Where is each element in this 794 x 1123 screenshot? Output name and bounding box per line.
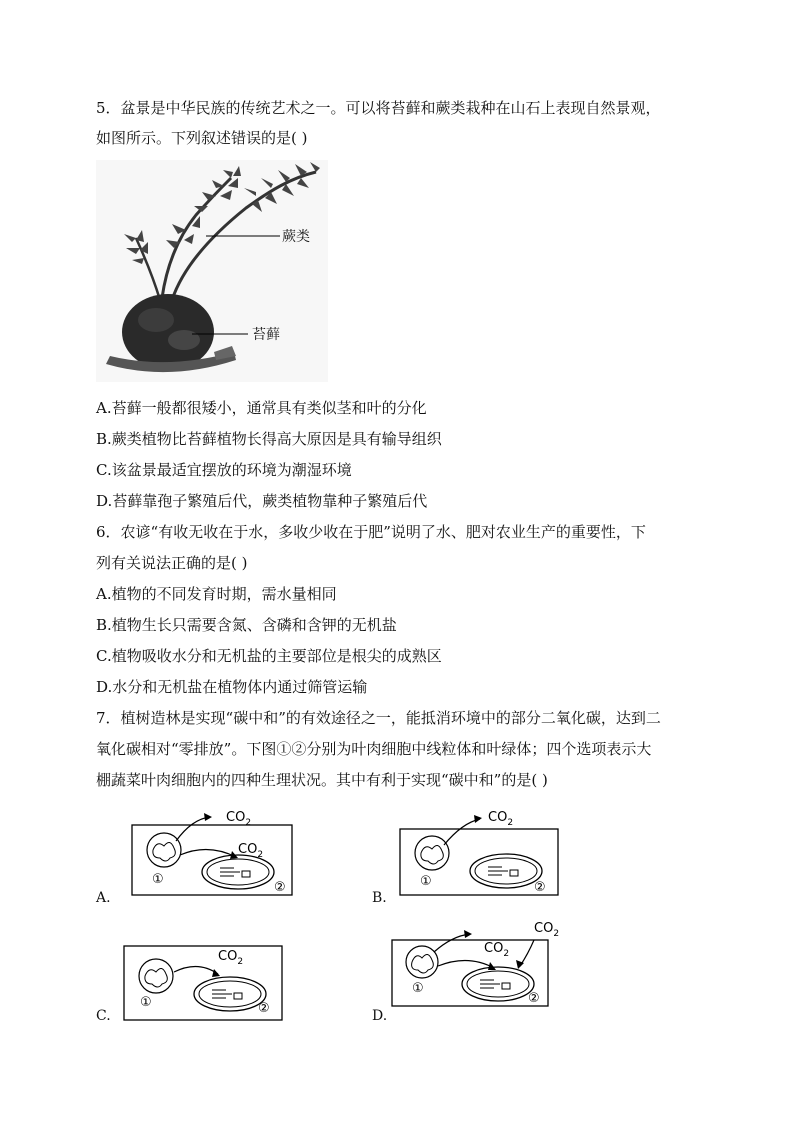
fern-label: 蕨类 <box>282 229 310 245</box>
q5-option-a: A.苔藓一般都很矮小，通常具有类似茎和叶的分化 <box>96 399 427 417</box>
mark-1: ① <box>152 872 164 887</box>
diagram-option-a <box>128 805 298 900</box>
q5-option-b: B.蕨类植物比苔藓植物长得高大原因是具有输导组织 <box>96 430 442 448</box>
q6-option-b: B.植物生长只需要含氮、含磷和含钾的无机盐 <box>96 616 397 634</box>
mitochondrion-icon <box>415 836 449 870</box>
q5-option-d: D.苔藓靠孢子繁殖后代，蕨类植物靠种子繁殖后代 <box>96 492 428 510</box>
diagram-option-d <box>388 918 578 1018</box>
q5-stem-line2: 如图所示。下列叙述错误的是( ) <box>96 129 308 147</box>
moss-label: 苔藓 <box>252 327 280 343</box>
option-a-label: A. <box>96 890 111 906</box>
q6-option-c: C.植物吸收水分和无机盐的主要部位是根尖的成熟区 <box>96 647 442 665</box>
svg-text:CO2: $CO_2$ <box>488 810 514 828</box>
diagram-option-b <box>396 805 566 900</box>
svg-text:CO2: $CO_2$ <box>238 842 264 860</box>
mitochondrion-icon <box>147 833 181 867</box>
q6-stem-line1: 6．农谚“有收无收在于水，多收少收在于肥”说明了水、肥对农业生产的重要性，下 <box>96 523 646 541</box>
bonsai-figure <box>96 160 328 382</box>
mitochondrion-icon <box>139 959 173 993</box>
q7-stem-line2: 氧化碳相对“零排放”。下图①②分别为叶肉细胞中线粒体和叶绿体；四个选项表示大 <box>96 740 652 758</box>
q7-stem-line3: 棚蔬菜叶肉细胞内的四种生理状况。其中有利于实现“碳中和”的是( ) <box>96 771 548 789</box>
mark-2: ② <box>534 880 546 895</box>
svg-text:CO2: $CO_2$ <box>534 921 560 939</box>
mark-2: ② <box>274 880 286 895</box>
svg-text:CO2: $CO_2$ <box>226 810 252 828</box>
mark-2: ② <box>528 991 540 1006</box>
q7-stem-line1: 7．植树造林是实现“碳中和”的有效途径之一，能抵消环境中的部分二氧化碳，达到二 <box>96 709 661 727</box>
q6-option-a: A.植物的不同发育时期，需水量相同 <box>96 585 337 603</box>
mark-2: ② <box>258 1001 270 1016</box>
bonsai-illustration <box>96 160 328 382</box>
q6-option-d: D.水分和无机盐在植物体内通过筛管运输 <box>96 678 368 696</box>
option-d-label: D. <box>372 1008 388 1024</box>
svg-text:CO2: $CO_2$ <box>484 941 510 959</box>
q6-stem-line2: 列有关说法正确的是( ) <box>96 554 248 572</box>
mark-1: ① <box>412 981 424 996</box>
q5-option-c: C.该盆景最适宜摆放的环境为潮湿环境 <box>96 461 352 479</box>
diagram-option-c <box>120 942 290 1037</box>
option-b-label: B. <box>372 890 387 906</box>
option-c-label: C. <box>96 1008 111 1024</box>
mark-1: ① <box>140 995 152 1010</box>
svg-text:CO2: $CO_2$ <box>218 949 244 967</box>
q5-stem-line1: 5．盆景是中华民族的传统艺术之一。可以将苔藓和蕨类栽种在山石上表现自然景观， <box>96 99 661 117</box>
mark-1: ① <box>420 874 432 889</box>
